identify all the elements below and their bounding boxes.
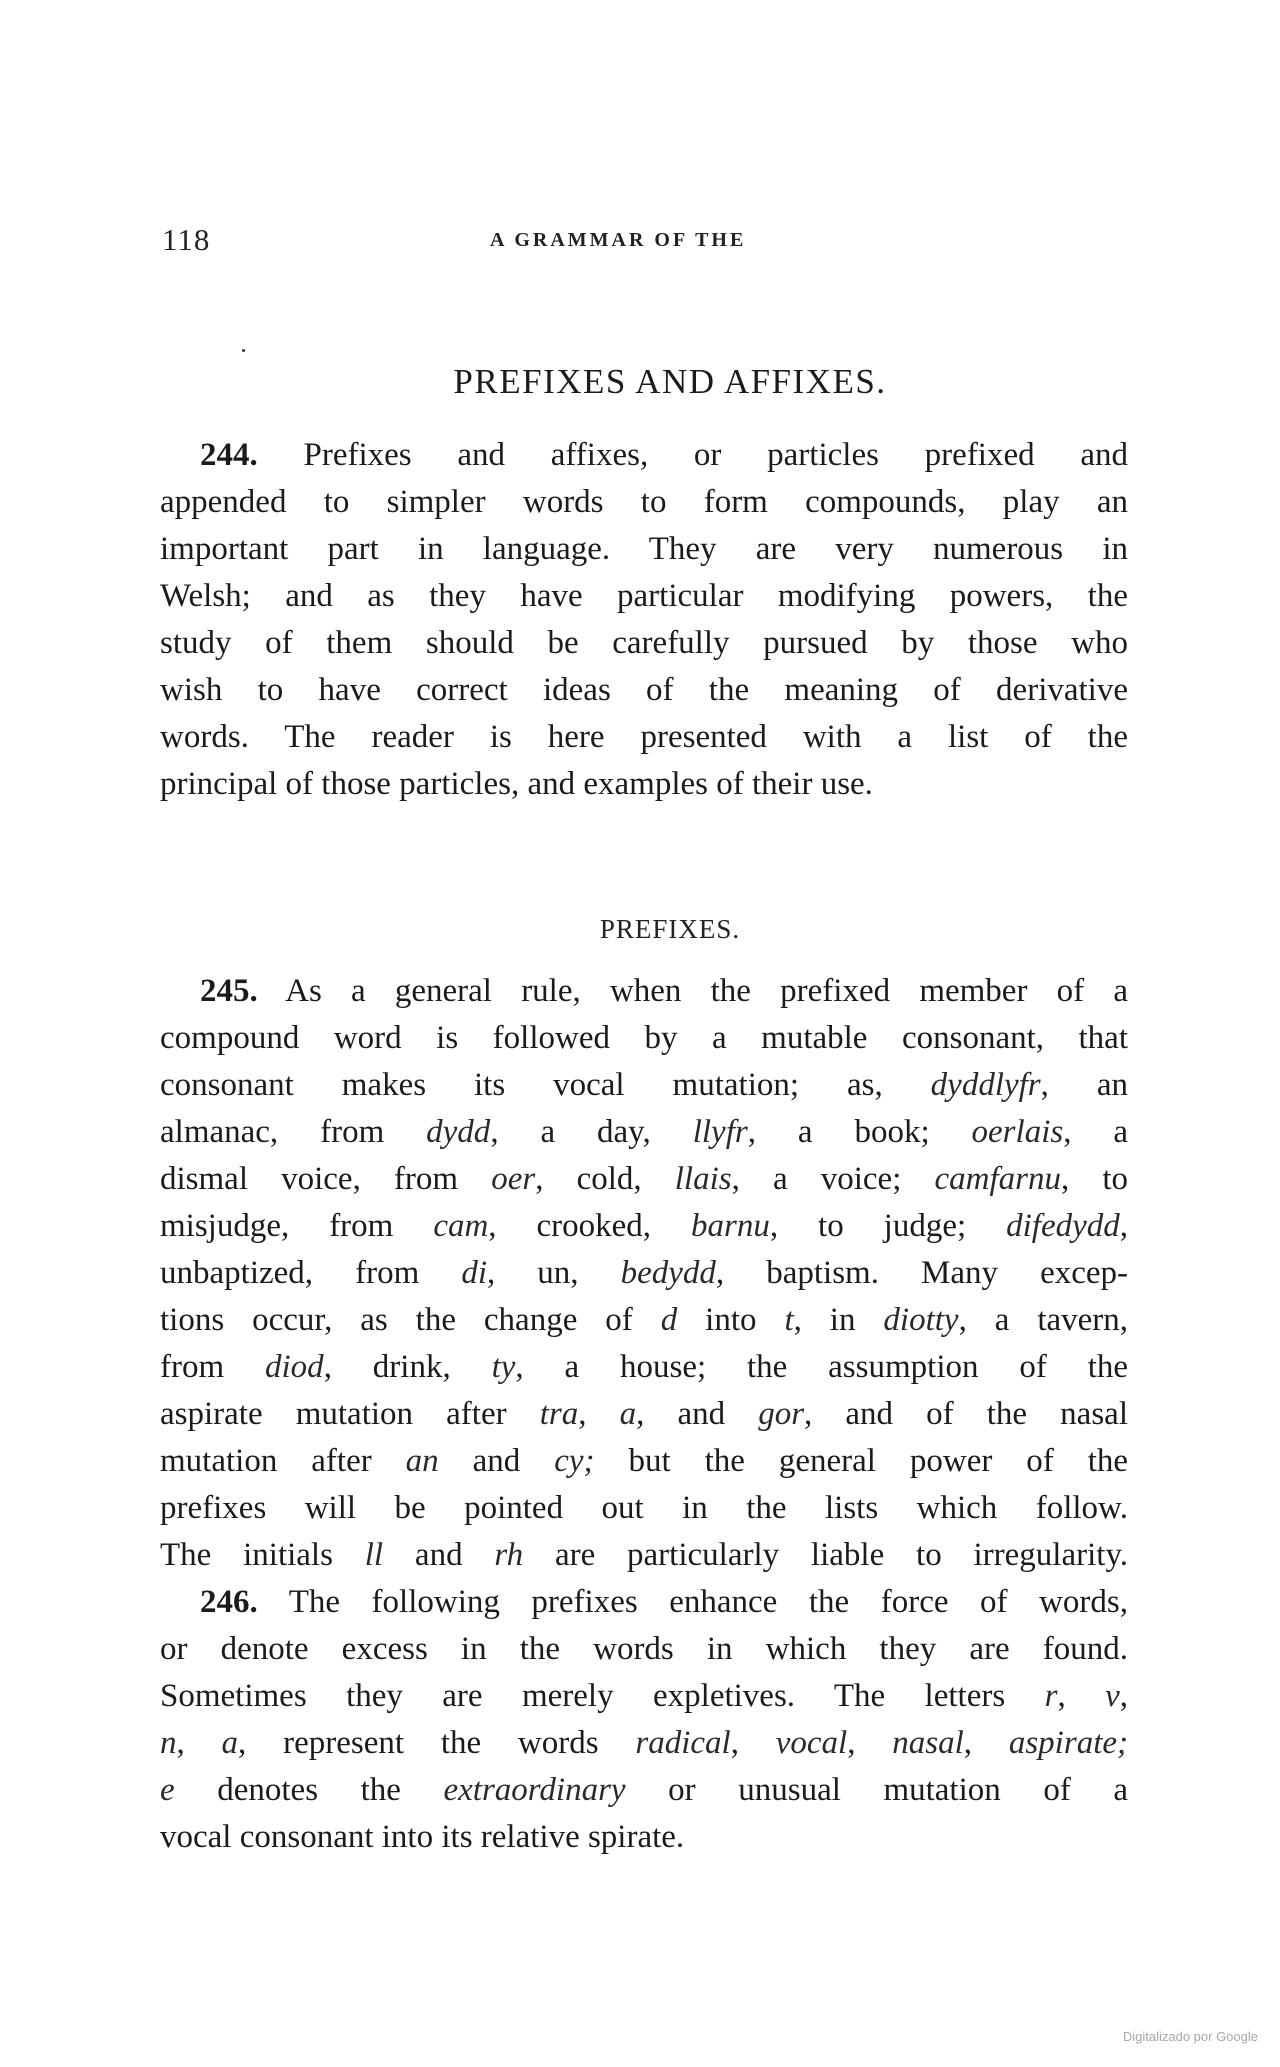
welsh-term: dyddlyfr	[930, 1067, 1041, 1103]
term: aspirate;	[1008, 1725, 1129, 1761]
welsh-term: diotty	[883, 1302, 959, 1338]
text-line: or denote excess in the words in which they are found.	[160, 1631, 1128, 1667]
text-line: Welsh; and as they have particular modifying powers, the	[160, 578, 1128, 614]
letter-term: e	[160, 1772, 175, 1808]
paragraph-number: 244.	[200, 437, 258, 473]
letter-term: rh	[494, 1537, 524, 1573]
letter-term: n	[160, 1725, 177, 1761]
welsh-term: camfarnu	[934, 1161, 1062, 1197]
text-line: words. The reader is here presented with a list of the	[160, 719, 1128, 755]
paragraph-number: 246.	[200, 1584, 258, 1620]
text-line: wish to have correct ideas of the meaning of derivative	[160, 672, 1128, 708]
welsh-term: difedydd	[1006, 1208, 1120, 1244]
welsh-term: llais	[674, 1161, 732, 1197]
print-speck	[242, 349, 245, 352]
text-line: important part in language. They are very numerous in	[160, 531, 1128, 567]
text-line: compound word is followed by a mutable consonant, that	[160, 1020, 1128, 1056]
text-line: misjudge, from cam, crooked, barnu, to judge; difedydd,	[160, 1208, 1128, 1244]
text-line: from diod, drink, ty, a house; the assumption of the	[160, 1349, 1129, 1385]
text-line: 244. Prefixes and affixes, or particles prefixed and	[200, 437, 1129, 473]
welsh-term: barnu	[691, 1208, 770, 1244]
text-line: 245. As a general rule, when the prefixed member of a	[200, 973, 1128, 1009]
subsection-title: PREFIXES.	[599, 914, 741, 944]
paragraph-number: 245.	[200, 973, 258, 1009]
text-line: principal of those particles, and examples of their use.	[160, 766, 873, 802]
welsh-term: gor	[758, 1396, 805, 1432]
text-line: consonant makes its vocal mutation; as, dyddlyfr, an	[160, 1067, 1128, 1103]
term: extraordinary	[443, 1772, 626, 1808]
text-line: appended to simpler words to form compounds, play an	[160, 484, 1128, 520]
text-line: The initials ll and rh are particularly liable to irregularity.	[160, 1537, 1129, 1573]
text-line: n, a, represent the words radical, vocal, nasal, aspirate;	[160, 1725, 1129, 1761]
letter-term: a	[221, 1725, 239, 1761]
text-line: Sometimes they are merely expletives. The letters r, v,	[160, 1678, 1128, 1714]
welsh-term: dydd	[426, 1114, 491, 1150]
text-line: tions occur, as the change of d into t, in diotty, a tavern,	[160, 1302, 1129, 1338]
text-line: vocal consonant into its relative spirate.	[160, 1819, 685, 1855]
section-title: PREFIXES AND AFFIXES.	[453, 362, 887, 401]
welsh-term: cam	[433, 1208, 489, 1244]
welsh-term: di	[461, 1255, 487, 1291]
welsh-term: llyfr	[692, 1114, 748, 1150]
welsh-term: oer	[491, 1161, 536, 1197]
text-line: unbaptized, from di, un, bedydd, baptism. Many excep-	[160, 1255, 1129, 1291]
letter-term: v	[1105, 1678, 1120, 1714]
running-title: A GRAMMAR OF THE	[490, 229, 747, 251]
letter-term: ll	[364, 1537, 384, 1573]
welsh-term: ty	[491, 1349, 516, 1385]
welsh-term: diod	[265, 1349, 324, 1385]
term: nasal	[892, 1725, 964, 1761]
term: radical	[635, 1725, 731, 1761]
term: vocal	[775, 1725, 848, 1761]
welsh-term: cy;	[554, 1443, 595, 1479]
text-line: dismal voice, from oer, cold, llais, a voice; camfarnu, to	[160, 1161, 1129, 1197]
letter-term: t	[784, 1302, 794, 1338]
digitization-watermark: Digitalizado por Google	[1122, 2029, 1258, 2044]
page-number: 118	[162, 222, 211, 257]
text-line: prefixes will be pointed out in the lists which follow.	[160, 1490, 1128, 1526]
welsh-term: bedydd	[620, 1255, 716, 1291]
welsh-term: oerlais	[971, 1114, 1064, 1150]
text-line: mutation after an and cy; but the general power of the	[160, 1443, 1129, 1479]
welsh-term: tra	[539, 1396, 579, 1432]
running-head	[160, 222, 1130, 262]
text-line: 246. The following prefixes enhance the force of words,	[200, 1584, 1128, 1620]
letter-term: d	[660, 1302, 678, 1338]
welsh-term: a	[619, 1396, 637, 1432]
text-line: almanac, from dydd, a day, llyfr, a book; oerlais, a	[160, 1114, 1129, 1150]
text-line: e denotes the extraordinary or unusual mutation of a	[160, 1772, 1129, 1808]
letter-term: r	[1044, 1678, 1058, 1714]
text-line: aspirate mutation after tra, a, and gor, and of the nasal	[160, 1396, 1128, 1432]
welsh-term: an	[405, 1443, 439, 1479]
text-line: study of them should be carefully pursued by those who	[160, 625, 1128, 661]
